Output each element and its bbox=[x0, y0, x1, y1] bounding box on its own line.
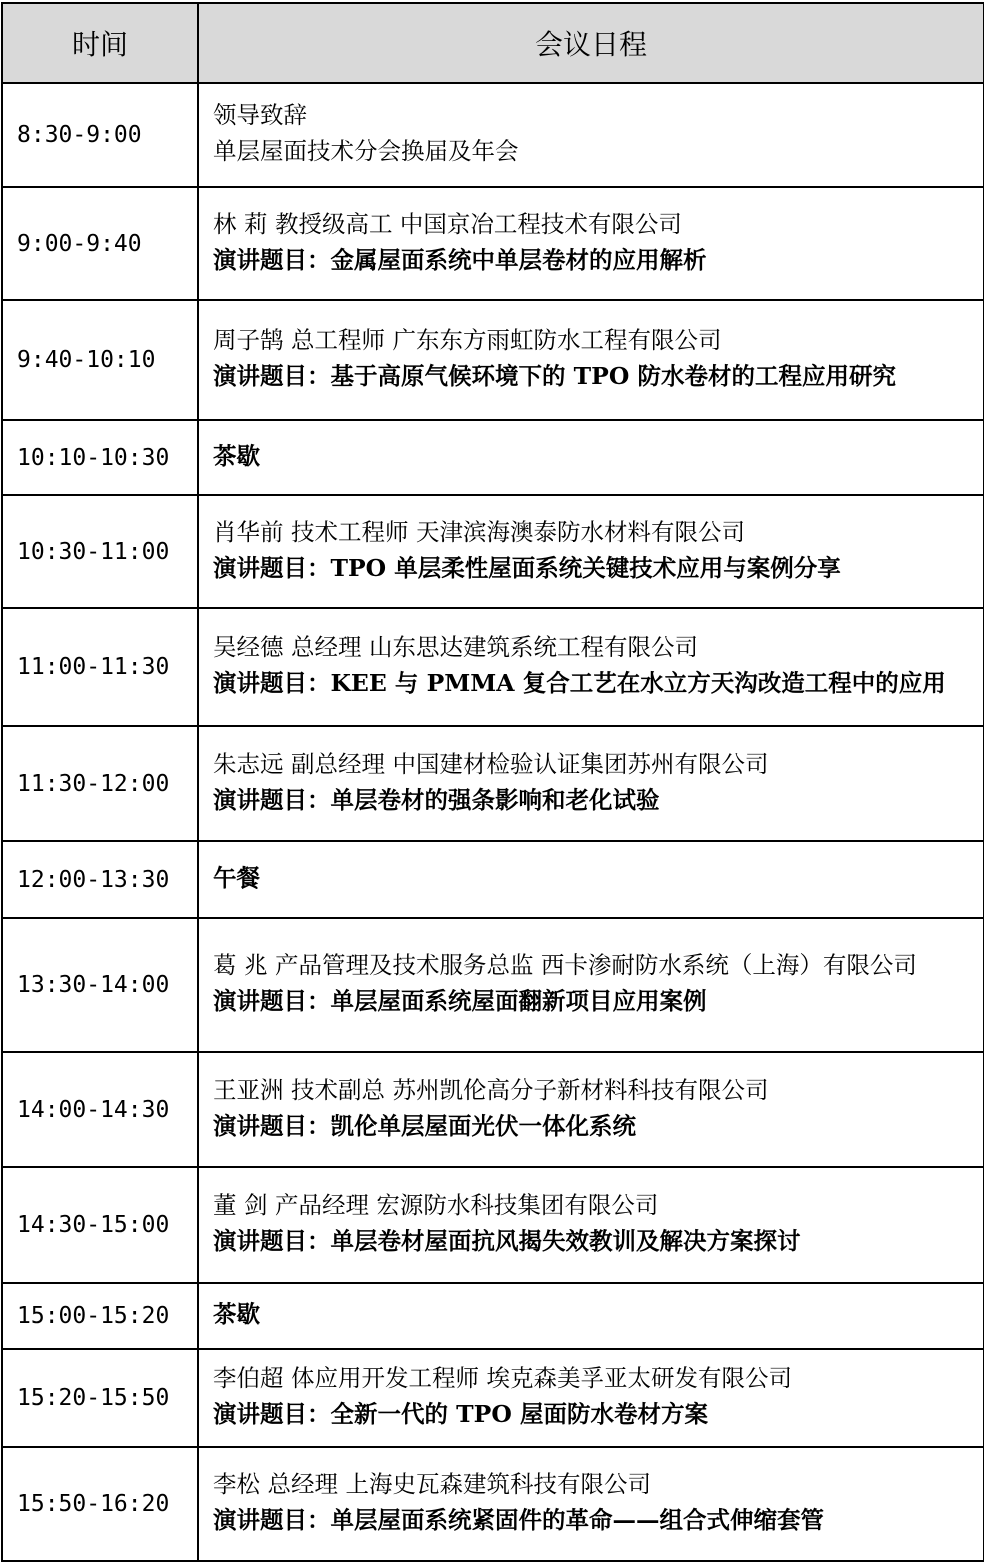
session-time: 11:30-12:00 bbox=[2, 726, 198, 841]
session-content bbox=[198, 841, 984, 918]
speaker-line: 肖华前 技术工程师 天津滨海澳泰防水材料有限公司 bbox=[213, 517, 745, 546]
session-content bbox=[198, 300, 984, 420]
table-row bbox=[2, 187, 984, 300]
header-time: 时间 bbox=[2, 3, 198, 83]
talk-topic: 演讲题目：凯伦单层屋面光伏一体化系统 bbox=[213, 1111, 636, 1140]
table-row bbox=[2, 83, 984, 187]
session-time: 15:00-15:20 bbox=[2, 1283, 198, 1349]
table-row bbox=[2, 1052, 984, 1167]
session-time: 14:00-14:30 bbox=[2, 1052, 198, 1167]
session-time: 8:30-9:00 bbox=[2, 83, 198, 187]
session-line: 单层屋面技术分会换届及年会 bbox=[213, 137, 519, 165]
speaker-line: 董 剑 产品经理 宏源防水科技集团有限公司 bbox=[213, 1191, 659, 1219]
table-row bbox=[2, 1167, 984, 1283]
speaker-line: 李伯超 体应用开发工程师 埃克森美孚亚太研发有限公司 bbox=[213, 1364, 792, 1392]
speaker-line: 葛 兆 产品管理及技术服务总监 西卡渗耐防水系统（上海）有限公司 bbox=[213, 951, 917, 979]
session-content bbox=[198, 1349, 984, 1447]
table-row bbox=[2, 841, 984, 918]
session-content bbox=[198, 187, 984, 300]
talk-topic: 演讲题目：单层卷材屋面抗风揭失效教训及解决方案探讨 bbox=[213, 1227, 801, 1255]
table-row bbox=[2, 1447, 984, 1561]
speaker-line: 林 莉 教授级高工 中国京冶工程技术有限公司 bbox=[213, 209, 682, 238]
talk-topic: 演讲题目：单层屋面系统紧固件的革命——组合式伸缩套管 bbox=[213, 1506, 824, 1534]
session-time: 9:40-10:10 bbox=[2, 300, 198, 420]
talk-topic: 演讲题目：单层屋面系统屋面翻新项目应用案例 bbox=[213, 987, 707, 1015]
speaker-line: 朱志远 副总经理 中国建材检验认证集团苏州有限公司 bbox=[213, 749, 769, 778]
session-time: 10:10-10:30 bbox=[2, 420, 198, 495]
speaker-line: 李松 总经理 上海史瓦森建筑科技有限公司 bbox=[213, 1470, 651, 1498]
table-row bbox=[2, 1283, 984, 1349]
header-program: 会议日程 bbox=[198, 3, 984, 83]
session-time: 10:30-11:00 bbox=[2, 495, 198, 608]
break-label: 茶歇 bbox=[213, 441, 260, 470]
session-content bbox=[198, 726, 984, 841]
session-time: 15:20-15:50 bbox=[2, 1349, 198, 1447]
session-time: 14:30-15:00 bbox=[2, 1167, 198, 1283]
table-row bbox=[2, 918, 984, 1052]
session-content bbox=[198, 1283, 984, 1349]
talk-topic: 演讲题目：金属屋面系统中单层卷材的应用解析 bbox=[213, 245, 707, 274]
session-line: 领导致辞 bbox=[213, 101, 307, 129]
talk-topic: 演讲题目：基于高原气候环境下的 TPO 防水卷材的工程应用研究 bbox=[213, 362, 896, 390]
session-content bbox=[198, 1052, 984, 1167]
agenda-table bbox=[1, 2, 984, 1562]
table-row bbox=[2, 1349, 984, 1447]
table-row bbox=[2, 726, 984, 841]
speaker-line: 周子鹄 总工程师 广东东方雨虹防水工程有限公司 bbox=[213, 326, 722, 354]
session-time: 9:00-9:40 bbox=[2, 187, 198, 300]
session-content bbox=[198, 1167, 984, 1283]
session-content bbox=[198, 918, 984, 1052]
session-time: 11:00-11:30 bbox=[2, 608, 198, 726]
session-content bbox=[198, 420, 984, 495]
talk-topic: 演讲题目：TPO 单层柔性屋面系统关键技术应用与案例分享 bbox=[213, 553, 841, 582]
session-time: 12:00-13:30 bbox=[2, 841, 198, 918]
talk-topic: 演讲题目：KEE 与 PMMA 复合工艺在水立方天沟改造工程中的应用 bbox=[213, 669, 946, 697]
table-row bbox=[2, 608, 984, 726]
table-row bbox=[2, 300, 984, 420]
session-content bbox=[198, 495, 984, 608]
talk-topic: 演讲题目：全新一代的 TPO 屋面防水卷材方案 bbox=[213, 1400, 708, 1428]
lunch-label: 午餐 bbox=[213, 863, 260, 892]
talk-topic: 演讲题目：单层卷材的强条影响和老化试验 bbox=[213, 785, 660, 814]
break-label: 茶歇 bbox=[213, 1300, 260, 1328]
header-row bbox=[2, 3, 984, 83]
session-content bbox=[198, 83, 984, 187]
speaker-line: 王亚洲 技术副总 苏州凯伦高分子新材料科技有限公司 bbox=[213, 1075, 769, 1104]
session-content bbox=[198, 1447, 984, 1561]
session-time: 15:50-16:20 bbox=[2, 1447, 198, 1561]
session-content bbox=[198, 608, 984, 726]
table-row bbox=[2, 495, 984, 608]
speaker-line: 吴经德 总经理 山东思达建筑系统工程有限公司 bbox=[213, 633, 698, 661]
session-time: 13:30-14:00 bbox=[2, 918, 198, 1052]
table-row bbox=[2, 420, 984, 495]
